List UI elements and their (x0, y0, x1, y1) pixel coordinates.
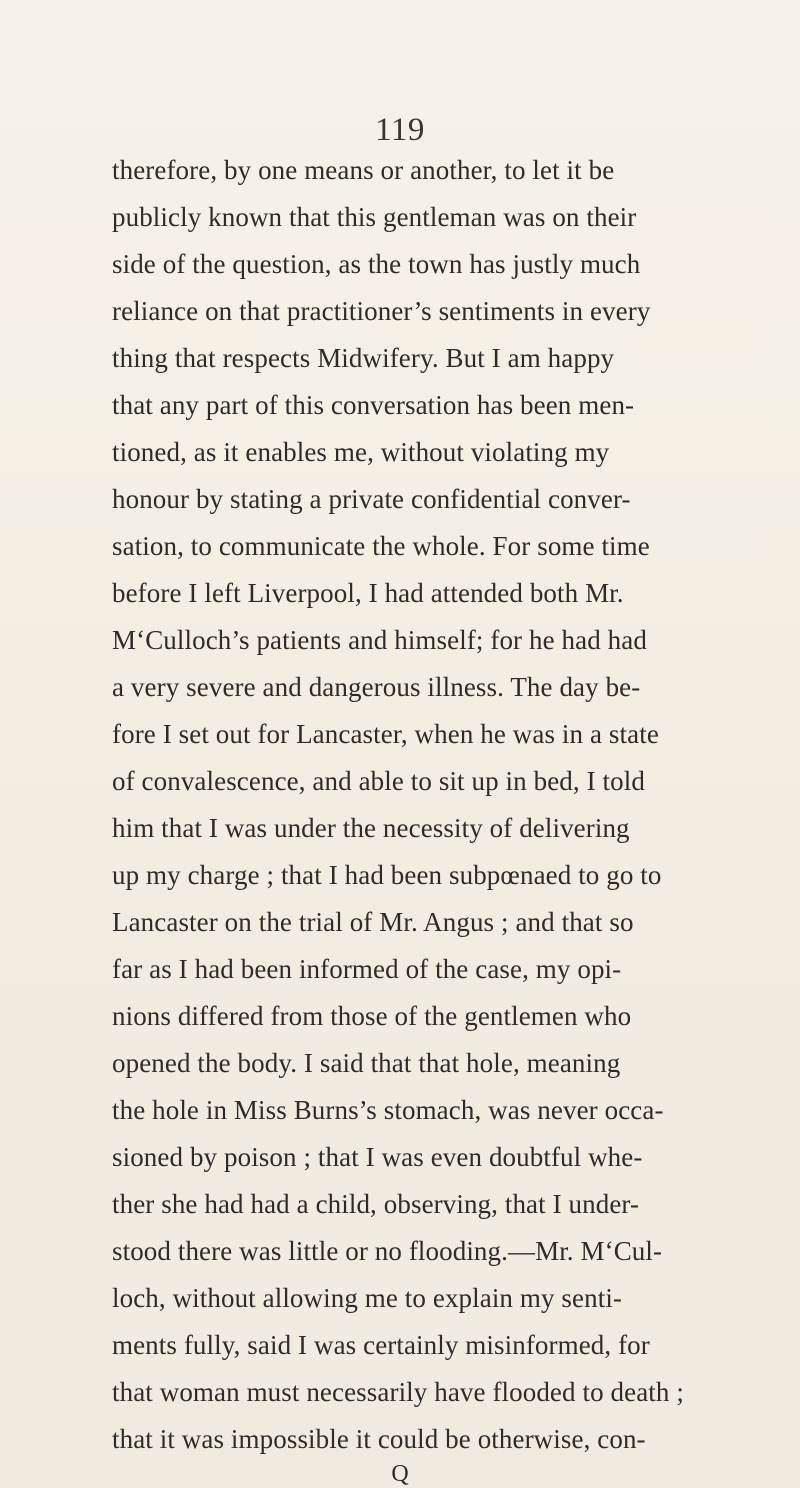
text-line: honour by stating a private confidential conver- (112, 484, 631, 514)
text-line: therefore, by one means or another, to let it be (112, 155, 615, 185)
text-line: fore I set out for Lancaster, when he was in a state (112, 719, 659, 749)
text-line: opened the body. I said that that hole, meaning (112, 1048, 621, 1078)
text-line: stood there was little or no flooding.—Mr. M‘Cul- (112, 1236, 663, 1266)
text-line: sation, to communicate the whole. For some time (112, 531, 650, 561)
text-line: the hole in Miss Burns’s stomach, was never occa- (112, 1095, 664, 1125)
text-line: sioned by poison ; that I was even doubtful whe- (112, 1142, 643, 1172)
text-line: of convalescence, and able to sit up in bed, I told (112, 766, 645, 796)
text-line: a very severe and dangerous illness. The day be- (112, 672, 641, 702)
text-line: that woman must necessarily have flooded to death ; (112, 1377, 684, 1407)
signature-mark: Q (391, 1461, 409, 1487)
page-number: 119 (375, 112, 425, 148)
text-line: M‘Culloch’s patients and himself; for he had had (112, 625, 647, 655)
text-line: up my charge ; that I had been subpœnaed to go to (112, 860, 662, 890)
text-line: loch, without allowing me to explain my senti- (112, 1283, 623, 1313)
text-line: Lancaster on the trial of Mr. Angus ; and that so (112, 907, 634, 937)
text-line: ments fully, said I was certainly misinformed, for (112, 1330, 650, 1360)
text-line: side of the question, as the town has justly much (112, 249, 641, 279)
text-line: before I left Liverpool, I had attended both Mr. (112, 578, 624, 608)
text-line: publicly known that this gentleman was on their (112, 202, 637, 232)
text-line: nions differed from those of the gentlemen who (112, 1001, 632, 1031)
text-line: that any part of this conversation has been men- (112, 390, 635, 420)
text-line: him that I was under the necessity of delivering (112, 813, 630, 843)
text-line: ther she had had a child, observing, that I under- (112, 1189, 640, 1219)
text-line: reliance on that practitioner’s sentiments in every (112, 296, 651, 326)
text-line: tioned, as it enables me, without violating my (112, 437, 610, 467)
text-line: thing that respects Midwifery. But I am happy (112, 343, 615, 373)
text-line: far as I had been informed of the case, my opi- (112, 954, 622, 984)
text-line: that it was impossible it could be otherwise, con- (112, 1424, 646, 1454)
